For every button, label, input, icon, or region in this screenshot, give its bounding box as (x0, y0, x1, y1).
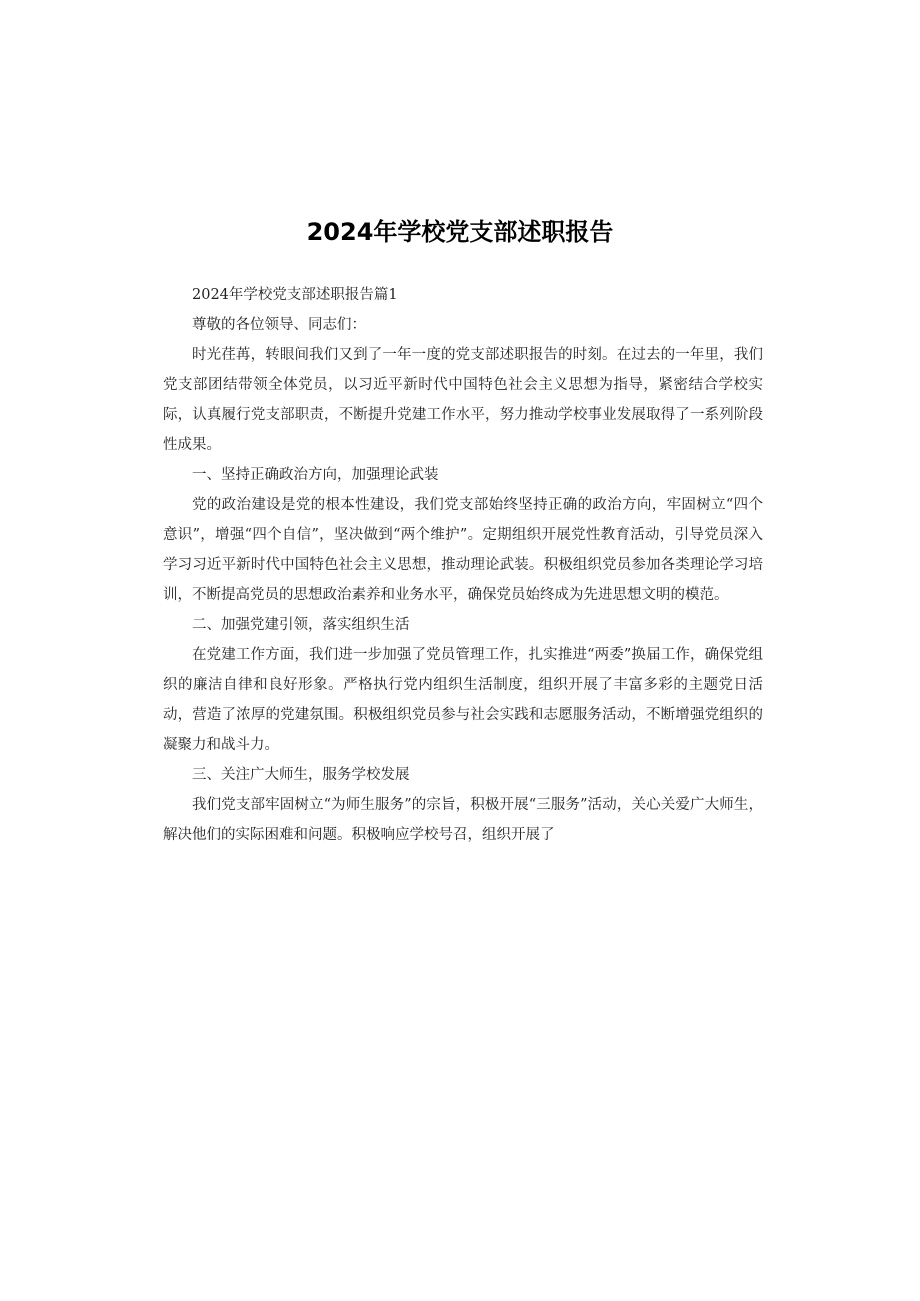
document-title: 2024年学校党支部述职报告 (306, 218, 614, 246)
section-heading-2: 二、加强党建引领，落实组织生活 (192, 617, 410, 633)
document-body (163, 280, 763, 850)
section-paragraph-3: 我们党支部牢固树立“为师生服务”的宗旨，积极开展“三服务”活动，关心关爱广大师生，解决他们的实际困难和问题。积极响应学校号召，组织开展了 (163, 797, 763, 843)
subtitle-paragraph: 2024年学校党支部述职报告篇1 (192, 287, 398, 303)
section-heading-3: 三、关注广大师生，服务学校发展 (192, 767, 410, 783)
section-paragraph-1: 党的政治建设是党的根本性建设，我们党支部始终坚持正确的政治方向，牢固树立“四个意识”，增强“四个自信”，坚决做到“两个维护”。定期组织开展党性教育活动，引导党员深入学习习近平新时代中国特色社会主义思想，推动理论武装。积极组织党员参加各类理论学习培训，不断提高党员的思想政治素养和业务水平，确保党员始终成为先进思想文明的模范。 (163, 497, 763, 603)
intro-paragraph: 时光荏苒，转眼间我们又到了一年一度的党支部述职报告的时刻。在过去的一年里，我们党支部团结带领全体党员，以习近平新时代中国特色社会主义思想为指导，紧密结合学校实际，认真履行党支部职责，不断提升党建工作水平，努力推动学校事业发展取得了一系列阶段性成果。 (163, 347, 763, 453)
section-heading-1: 一、坚持正确政治方向，加强理论武装 (192, 467, 439, 483)
section-paragraph-2: 在党建工作方面，我们进一步加强了党员管理工作，扎实推进“两委”换届工作，确保党组织的廉洁自律和良好形象。严格执行党内组织生活制度，组织开展了丰富多彩的主题党日活动，营造了浓厚的党建氛围。积极组织党员参与社会实践和志愿服务活动，不断增强党组织的凝聚力和战斗力。 (163, 647, 763, 753)
salutation-paragraph: 尊敬的各位领导、同志们： (192, 317, 366, 333)
